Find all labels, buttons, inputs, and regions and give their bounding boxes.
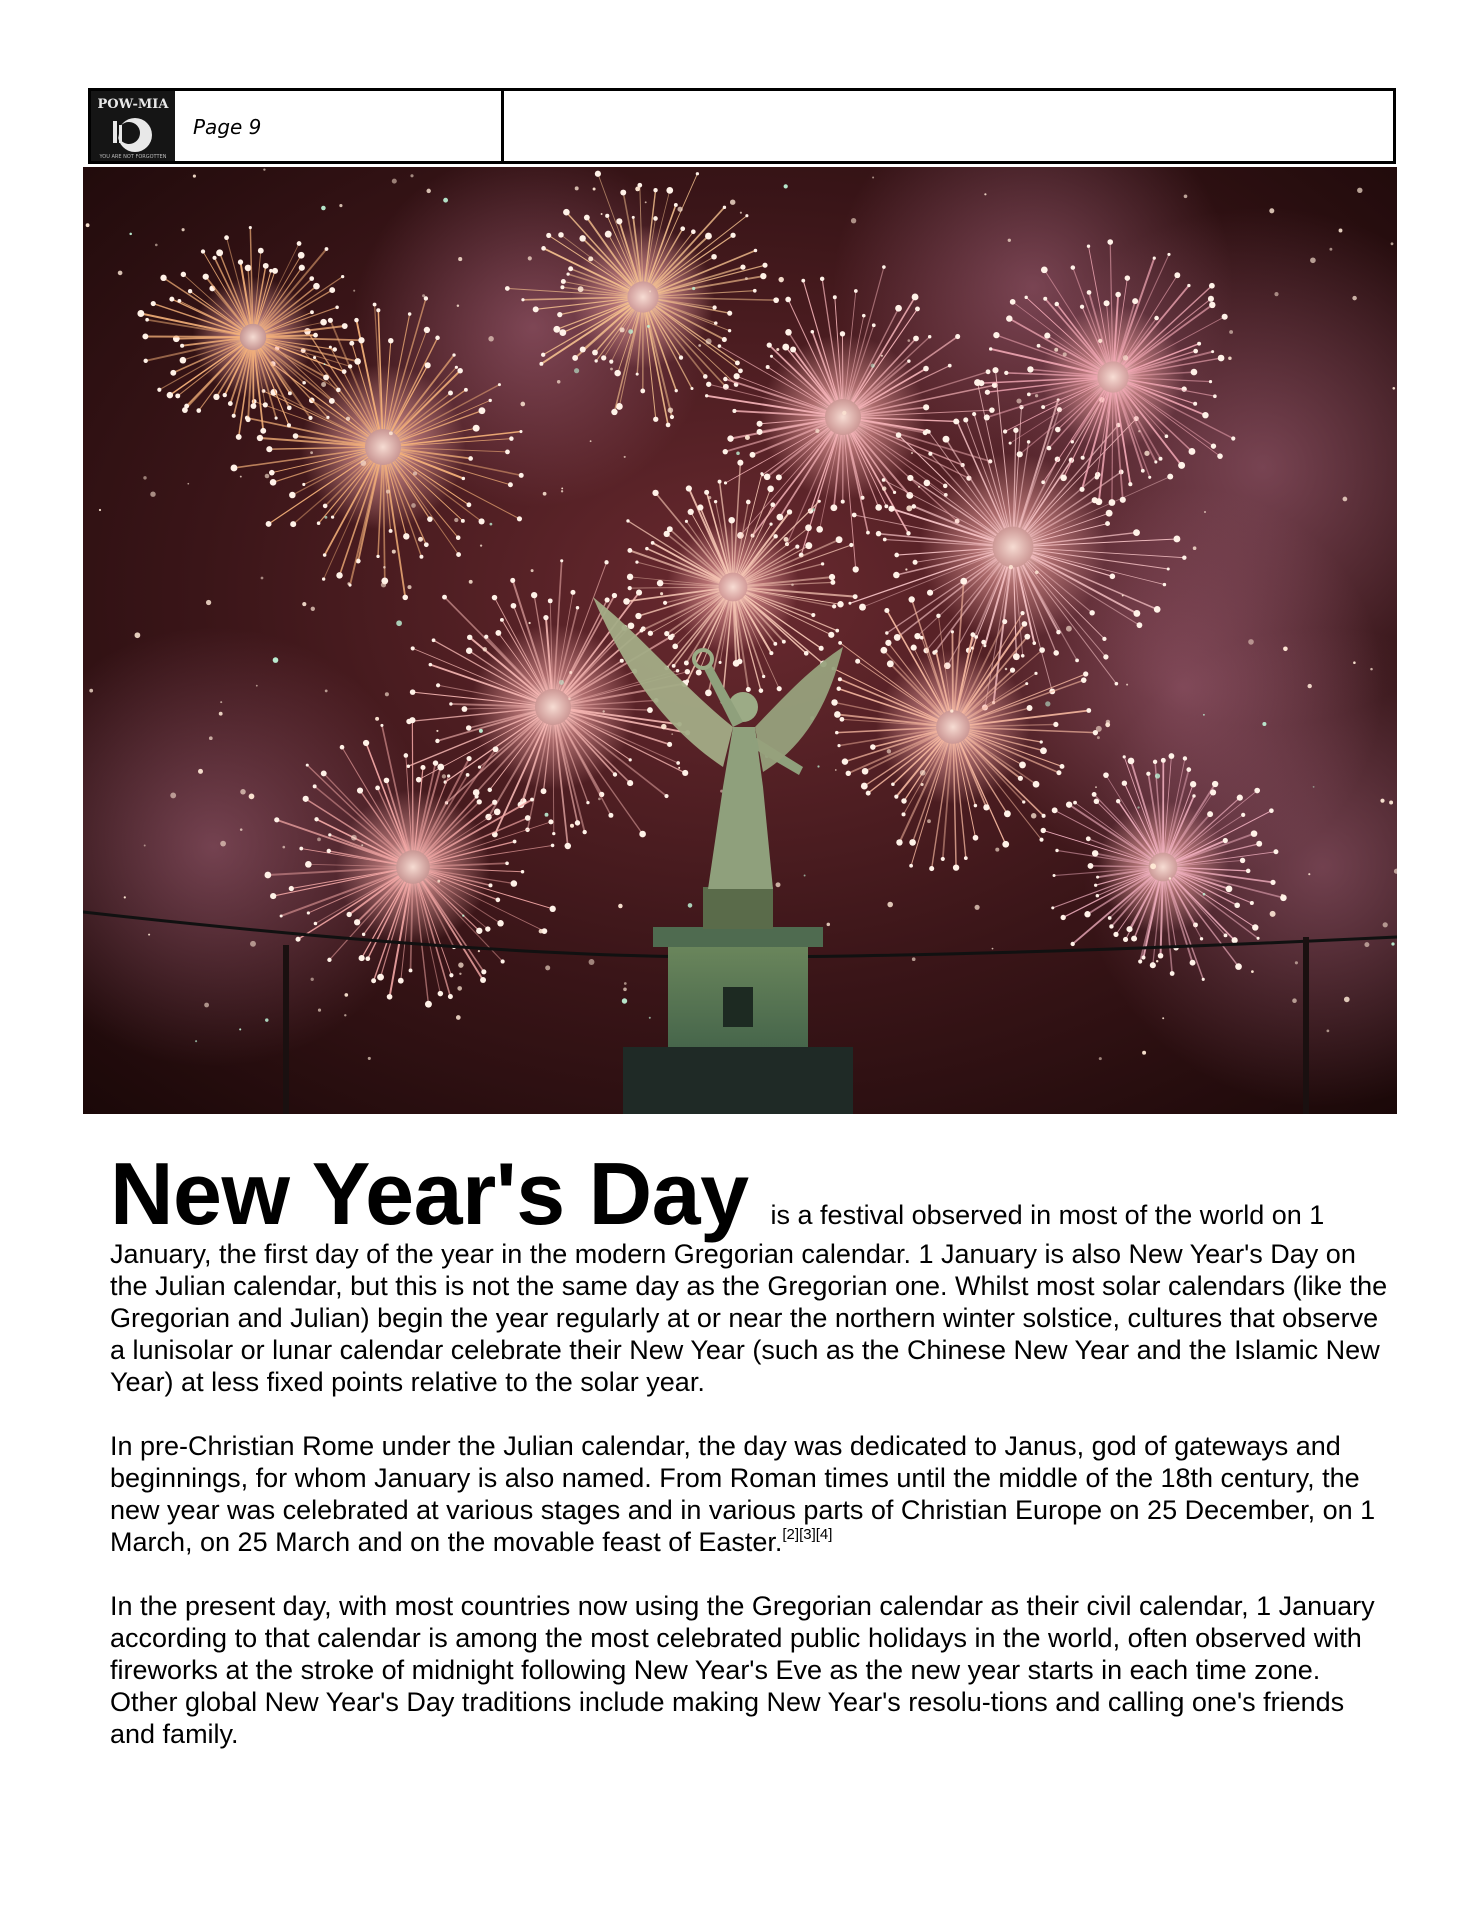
pow-mia-logo — [91, 91, 175, 161]
paragraph-history-text: In pre-Christian Rome under the Julian calendar, the day was dedicated to Janus, god of gateways and beginnings, for whom January is also named. From Roman times until the middle of the 18th century, the new year was celebrated at various stages and in various parts of Christian Europe on 25 December, on 1 March, on 25 March and on the movable feast of Easter. — [110, 1431, 1376, 1557]
article-headline: New Year's Day — [110, 1144, 749, 1243]
page-number-cell — [175, 91, 504, 161]
logo-text: POW-MIA — [97, 97, 169, 112]
lead-text: is a festival observed in most of the world on 1 January, the first day of the year in the modern Gregorian calendar. 1 January is also New Year's Day on the Julian calendar, but this is not the same day as the Gregorian one. Whilst most solar calendars (like the Gregorian and Julian) begin the year regularly at or near the northern winter solstice, cultures that observe a lunisolar or lunar calendar celebrate their New Year (such as the Chinese New Year and the Islamic New Year) at less fixed points relative to the solar year. — [110, 1200, 1388, 1397]
paragraph-present — [110, 1590, 1390, 1750]
lead-paragraph — [110, 1144, 1390, 1398]
page-header — [88, 88, 1396, 164]
fireworks-photo — [83, 167, 1397, 1114]
article — [110, 1144, 1390, 1750]
paragraph-history — [110, 1430, 1390, 1558]
citation-refs[interactable]: [2][3][4] — [782, 1526, 833, 1543]
header-title-cell — [504, 91, 1393, 161]
svg-text:YOU ARE NOT FORGOTTEN: YOU ARE NOT FORGOTTEN — [99, 154, 167, 160]
paragraph-present-text: In the present day, with most countries now using the Gregorian calendar as their civil calendar, 1 January according to that calendar is among the most celebrated public holidays in the world, often observed with fireworks at the stroke of midnight following New Year's Eve as the new year starts in each time zone. Other global New Year's Day traditions include making New Year's resolu-tions and calling one's friends and family. — [110, 1591, 1375, 1749]
page-number: Page 9 — [193, 115, 262, 139]
